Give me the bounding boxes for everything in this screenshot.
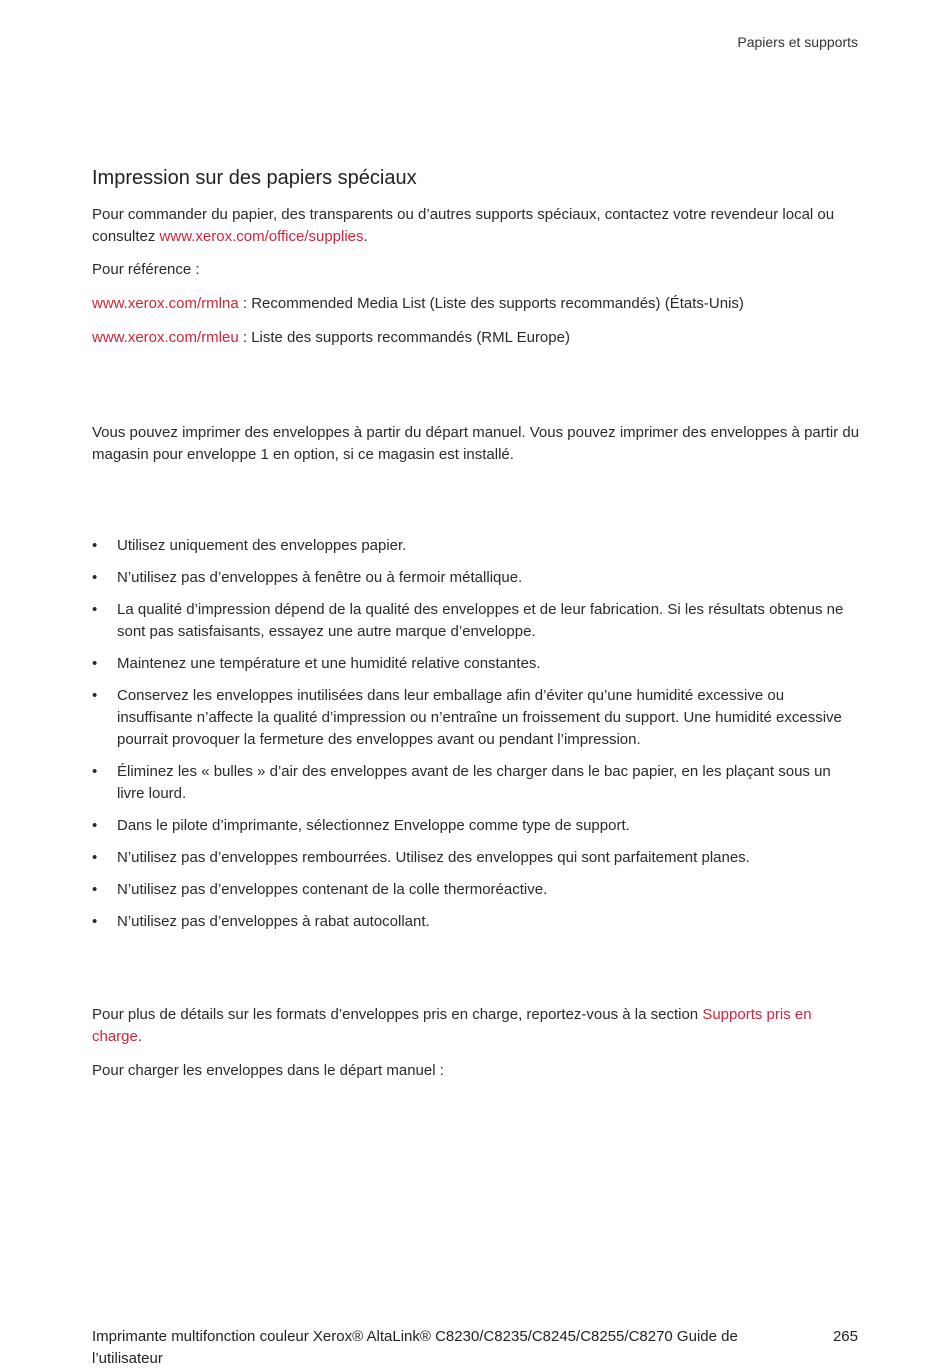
bullet-icon: • [92,881,98,898]
page-number: 265 [832,1328,858,1345]
list-item-text: La qualité d’impression dépend de la qualité des enveloppes et de leur fabrication. Si les résultats obtenus ne sont pas satisfaisants, essayez une autre marque d’enveloppe. [117,601,844,640]
rmleu-text: : Liste des supports recommandés (RML Europe) [238,329,570,346]
intro-text: Pour commander du papier, des transparents ou d’autres supports spéciaux, contactez votre revendeur local ou consultez [92,206,835,245]
bullet-icon: • [92,569,98,586]
bullet-icon: • [92,601,98,618]
load-instructions-label: Pour charger les enveloppes dans le départ manuel : [92,1062,444,1079]
rmlna-text: : Recommended Media List (Liste des supports recommandés) (États-Unis) [238,295,744,312]
list-item [92,815,862,837]
envelopes-intro: Vous pouvez imprimer des enveloppes à partir du départ manuel. Vous pouvez imprimer des enveloppes à partir du magasin pour enveloppe 1 en option, si ce magasin est installé. [92,424,860,463]
formats-after: . [137,1028,143,1045]
list-item-text: Maintenez une température et une humidité relative constantes. [117,655,541,672]
list-item [92,653,862,675]
list-item-text: Dans le pilote d’imprimante, sélectionnez Enveloppe comme type de support. [117,817,630,834]
formats-paragraph [92,1004,862,1048]
list-item-text: N’utilisez pas d’enveloppes à rabat autocollant. [117,913,430,930]
list-item-text: Utilisez uniquement des enveloppes papier. [117,537,407,554]
footer-document-title: Imprimante multifonction couleur Xerox® AltaLink® C8230/C8235/C8245/C8255/C8270 Guide de l’utilisateur [92,1328,738,1367]
list-item [92,879,862,901]
envelope-guidelines-list [92,535,862,943]
bullet-icon: • [92,763,98,780]
intro-paragraph [92,204,862,248]
supported-media-link[interactable]: Supports pris en charge [92,1006,812,1045]
list-item-text: N’utilisez pas d’enveloppes contenant de la colle thermoréactive. [117,881,548,898]
rmlna-link[interactable]: www.xerox.com/rmlna [92,295,239,312]
bullet-icon: • [92,655,98,672]
rmleu-link[interactable]: www.xerox.com/rmleu [92,329,239,346]
bullet-icon: • [92,687,98,704]
bullet-icon: • [92,849,98,866]
bullet-icon: • [92,817,98,834]
list-item [92,535,862,557]
list-item [92,685,862,751]
section-title: Impression sur des papiers spéciaux [92,167,417,189]
list-item [92,911,862,933]
intro-after: . [363,228,368,245]
list-item-text: N’utilisez pas d’enveloppes rembourrées. Utilisez des enveloppes qui sont parfaitement planes. [117,849,750,866]
formats-text: Pour plus de détails sur les formats d’enveloppes pris en charge, reportez-vous à la section [92,1006,703,1023]
reference-rmlna [92,293,862,315]
list-item-text: Éliminez les « bulles » d’air des enveloppes avant de les charger dans le bac papier, en les plaçant sous un livre lourd. [117,763,831,802]
list-item [92,847,862,869]
list-item [92,761,862,805]
bullet-icon: • [92,913,98,930]
reference-rmleu [92,327,862,349]
list-item-text: Conservez les enveloppes inutilisées dans leur emballage afin d’éviter qu’une humidité excessive ou insuffisante n’affecte la qualité d’impression ou n’entraîne un froissement du support. Une humidité excessive pourrait provoquer la fermeture des enveloppes avant ou pendant l’impression. [117,687,842,748]
bullet-icon: • [92,537,98,554]
running-header: Papiers et supports [737,34,858,50]
list-item [92,567,862,589]
list-item-text: N’utilisez pas d’enveloppes à fenêtre ou à fermoir métallique. [117,569,523,586]
reference-label: Pour référence : [92,261,200,278]
list-item [92,599,862,643]
supplies-link[interactable]: www.xerox.com/office/supplies [159,228,364,245]
